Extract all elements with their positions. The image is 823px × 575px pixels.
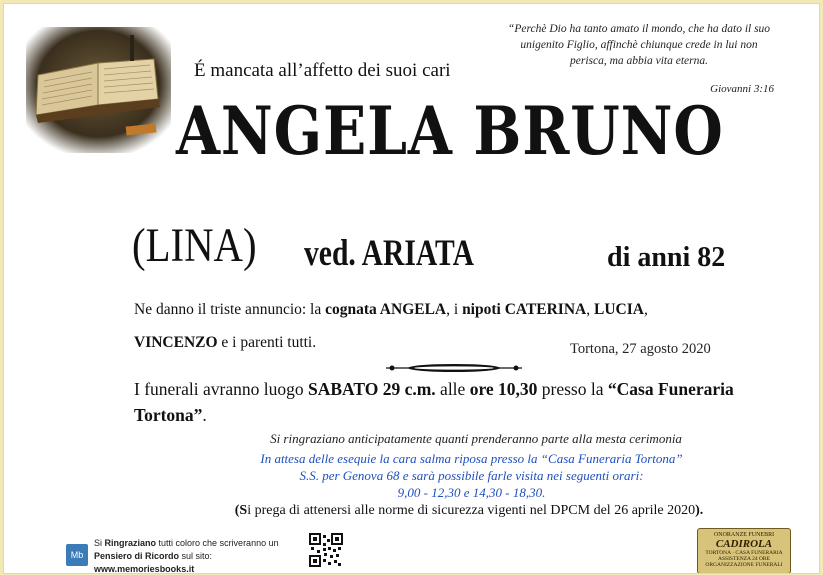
covid-note: (Si prega di attenersi alle norme di sicurezza vigenti nel DPCM del 26 aprile 2020). xyxy=(234,503,704,518)
deceased-name: ANGELA BRUNO xyxy=(176,92,724,170)
agency-line: ORGANIZZAZIONE FUNERALI xyxy=(705,562,783,568)
announcement-text: Ne danno il triste annuncio: la cognata ANGELA, i nipoti CATERINA, LUCIA, VINCENZO e i parenti tutti. xyxy=(134,301,648,351)
widow-of: ved. ARIATA xyxy=(304,233,474,274)
intro-line: É mancata all’affetto dei suoi cari xyxy=(194,60,451,81)
deceased-age: di anni 82 xyxy=(607,242,726,273)
deceased-nickname: (LINA) xyxy=(132,219,257,272)
bible-verse-reference: Giovanni 3:16 xyxy=(710,83,774,95)
place-date: Tortona, 27 agosto 2020 xyxy=(570,341,711,357)
agency-line: ASSISTENZA 24 ORE xyxy=(718,556,770,562)
funeral-info: I funerali avranno luogo SABATO 29 c.m. alle ore 10,30 presso la “Casa Funeraria Tortona”. xyxy=(134,379,734,425)
thanks-line: Si ringraziano anticipatamente quanti prenderanno parte alla mesta cerimonia xyxy=(270,431,682,446)
agency-line: TORTONA · CASA FUNERARIA xyxy=(705,550,783,556)
viewing-info xyxy=(169,450,774,501)
funeral-agency-logo xyxy=(697,528,791,574)
footer-text: Si Ringraziano tutti coloro che scriveranno un Pensiero di Ricordo sul sito: www.memoriesbooks.it xyxy=(94,538,279,574)
memoriesbooks-logo: Mb xyxy=(66,544,88,566)
qr-code-icon[interactable] xyxy=(309,533,343,567)
bible-verse: “Perchè Dio ha tanto amato il mondo, che ha dato il suo unigenito Figlio, affinchè chiunque crede in lui non perisca, ma abbia vita eterna. xyxy=(507,23,771,67)
ornamental-divider xyxy=(384,362,524,374)
obituary-notice xyxy=(3,3,820,574)
viewing-line-1: In attesa delle esequie la cara salma riposa presso la “Casa Funeraria Tortona” xyxy=(260,451,683,466)
viewing-hours: 9,00 - 12,30 e 14,30 - 18,30. xyxy=(397,485,546,500)
agency-top: ONORANZE FUNEBRI xyxy=(713,532,775,538)
viewing-line-2: S.S. per Genova 68 e sarà possibile farle visita nei seguenti orari: xyxy=(299,468,644,483)
open-book-image xyxy=(26,27,171,153)
agency-name: CADIROLA xyxy=(715,538,773,550)
